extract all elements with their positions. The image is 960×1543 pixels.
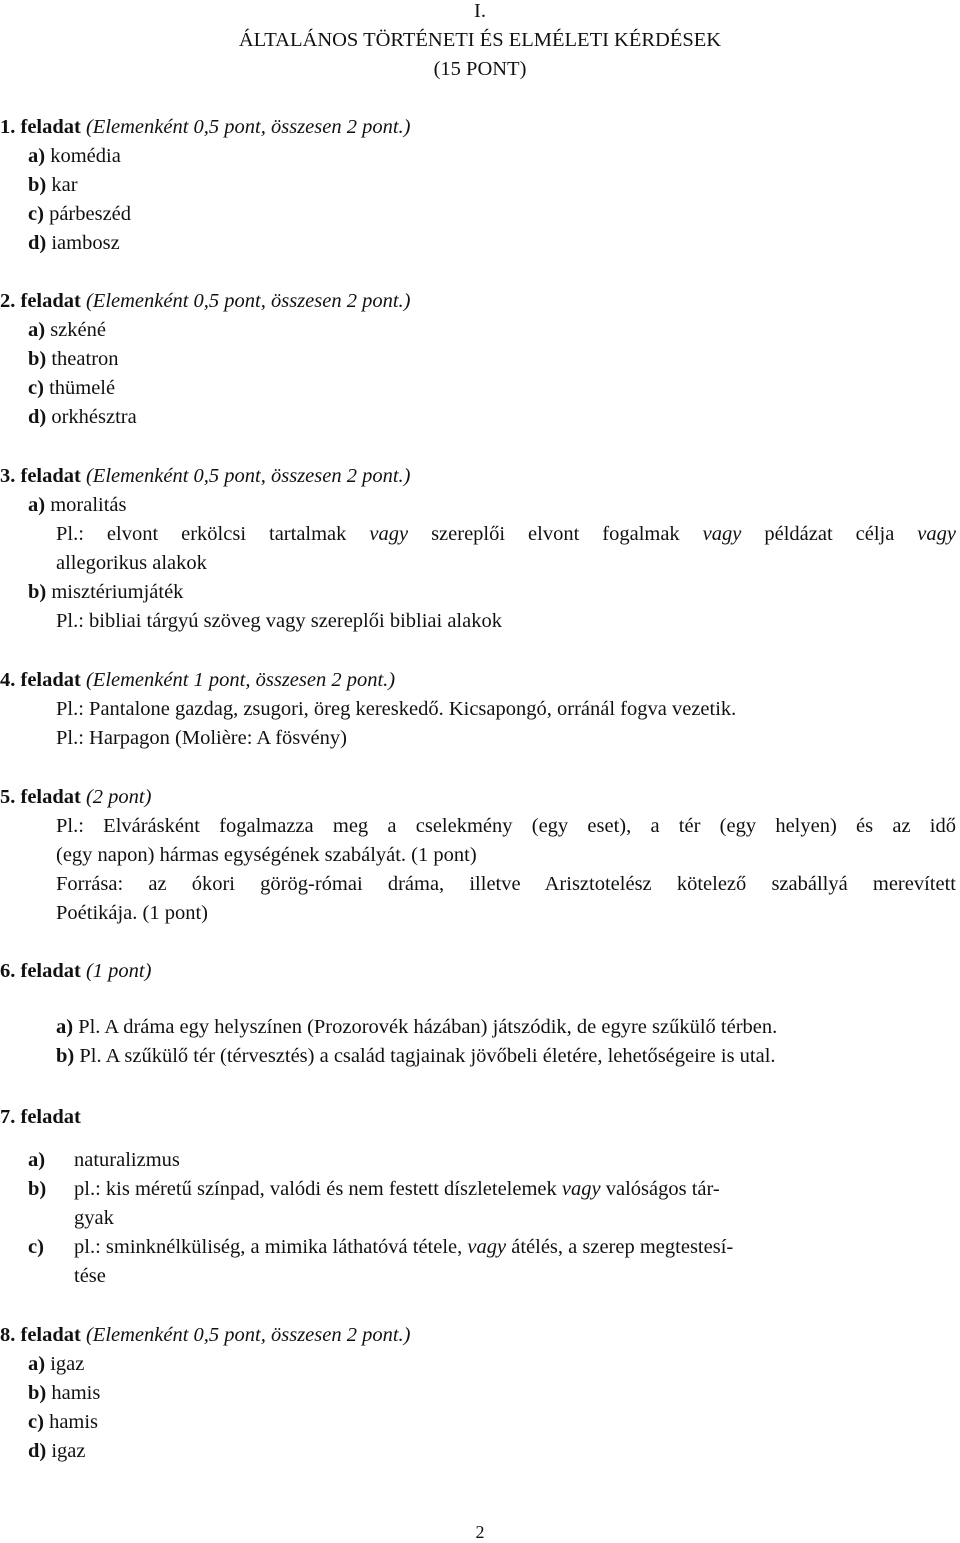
answer-item: a) szkéné	[28, 319, 106, 341]
task-scoring-note: (Elemenként 0,5 pont, összesen 2 pont.)	[85, 465, 411, 487]
answer-item: b) misztériumjáték	[28, 581, 184, 603]
answer-item: d) igaz	[28, 1440, 86, 1462]
section-points: (15 PONT)	[433, 58, 527, 80]
answer-item: c) pl.: sminknélküliség, a mimika láthatóvá tétele, vagy átélés, a szerep megtestesí-	[28, 1236, 734, 1258]
task-2	[0, 287, 960, 432]
answer-item: a) Pl. A dráma egy helyszínen (Prozorovék házában) játszódik, de egyre szűkülő térben.	[56, 1016, 778, 1038]
task-number: 3. feladat	[0, 465, 81, 487]
answer-item: a) naturalizmus	[28, 1149, 180, 1171]
task-number: 8. feladat	[0, 1324, 81, 1346]
answer-item: b) hamis	[28, 1382, 101, 1404]
section-roman-numeral: I.	[474, 0, 486, 22]
answer-item: a) moralitás	[28, 494, 127, 516]
answer-item: a) igaz	[28, 1353, 85, 1375]
answer-item: b) kar	[28, 174, 78, 196]
answer-item: c) hamis	[28, 1411, 99, 1433]
task-number: 4. feladat	[0, 669, 81, 691]
task-scoring-note: (1 pont)	[85, 960, 152, 982]
answer-paragraph-line: Poétikája. (1 pont)	[56, 902, 209, 924]
task-scoring-note: (Elemenként 0,5 pont, összesen 2 pont.)	[85, 116, 411, 138]
answer-item-continued: gyak	[74, 1207, 114, 1229]
answer-paragraph-line: Pl.: Elvárásként fogalmazza meg a cselekmény (egy eset), a tér (egy helyen) és az idő	[56, 815, 956, 837]
task-number: 2. feladat	[0, 290, 81, 312]
task-4	[0, 666, 960, 753]
task-5	[0, 783, 960, 928]
task-scoring-note: (Elemenként 0,5 pont, összesen 2 pont.)	[85, 290, 411, 312]
task-number: 6. feladat	[0, 960, 81, 982]
task-1	[0, 113, 960, 258]
task-scoring-note: (Elemenként 0,5 pont, összesen 2 pont.)	[85, 1324, 411, 1346]
task-scoring-note: (2 pont)	[85, 786, 152, 808]
task-number: 1. feladat	[0, 116, 81, 138]
page-number: 2	[475, 1522, 485, 1542]
answer-paragraph-line: (egy napon) hármas egységének szabályát. (1 pont)	[56, 844, 477, 866]
answer-example: Pl.: elvont erkölcsi tartalmak vagy szereplői elvont fogalmak vagy példázat célja vagy	[56, 523, 956, 545]
answer-example-continued: allegorikus alakok	[56, 552, 207, 574]
answer-item: d) iambosz	[28, 232, 120, 254]
answer-item: b) pl.: kis méretű színpad, valódi és nem festett díszletelemek vagy valóságos tár-	[28, 1178, 720, 1200]
answer-item: a) komédia	[28, 145, 121, 167]
task-6	[0, 957, 960, 1071]
answer-example: Pl.: Pantalone gazdag, zsugori, öreg kereskedő. Kicsapongó, orránál fogva vezetik.	[56, 698, 737, 720]
answer-item: d) orkhésztra	[28, 406, 137, 428]
answer-paragraph-line: Forrása: az ókori görög-római dráma, illetve Arisztotelész kötelező szabállyá merevített	[56, 873, 956, 895]
task-number: 5. feladat	[0, 786, 81, 808]
task-number: 7. feladat	[0, 1106, 81, 1128]
answer-item: c) thümelé	[28, 377, 116, 399]
answer-item: b) theatron	[28, 348, 119, 370]
answer-example: Pl.: Harpagon (Molière: A fösvény)	[56, 727, 347, 749]
task-8	[0, 1321, 960, 1466]
task-scoring-note: (Elemenként 1 pont, összesen 2 pont.)	[85, 669, 396, 691]
answer-item: b) Pl. A szűkülő tér (térvesztés) a család tagjainak jövőbeli életére, lehetőségeire is utal.	[56, 1045, 776, 1067]
task-3	[0, 462, 960, 636]
section-title: ÁLTALÁNOS TÖRTÉNETI ÉS ELMÉLETI KÉRDÉSEK	[238, 29, 722, 51]
answer-example: Pl.: bibliai tárgyú szöveg vagy szereplői bibliai alakok	[56, 610, 502, 632]
answer-item: c) párbeszéd	[28, 203, 132, 225]
answer-item-continued: tése	[74, 1265, 106, 1287]
task-7	[0, 1103, 960, 1291]
